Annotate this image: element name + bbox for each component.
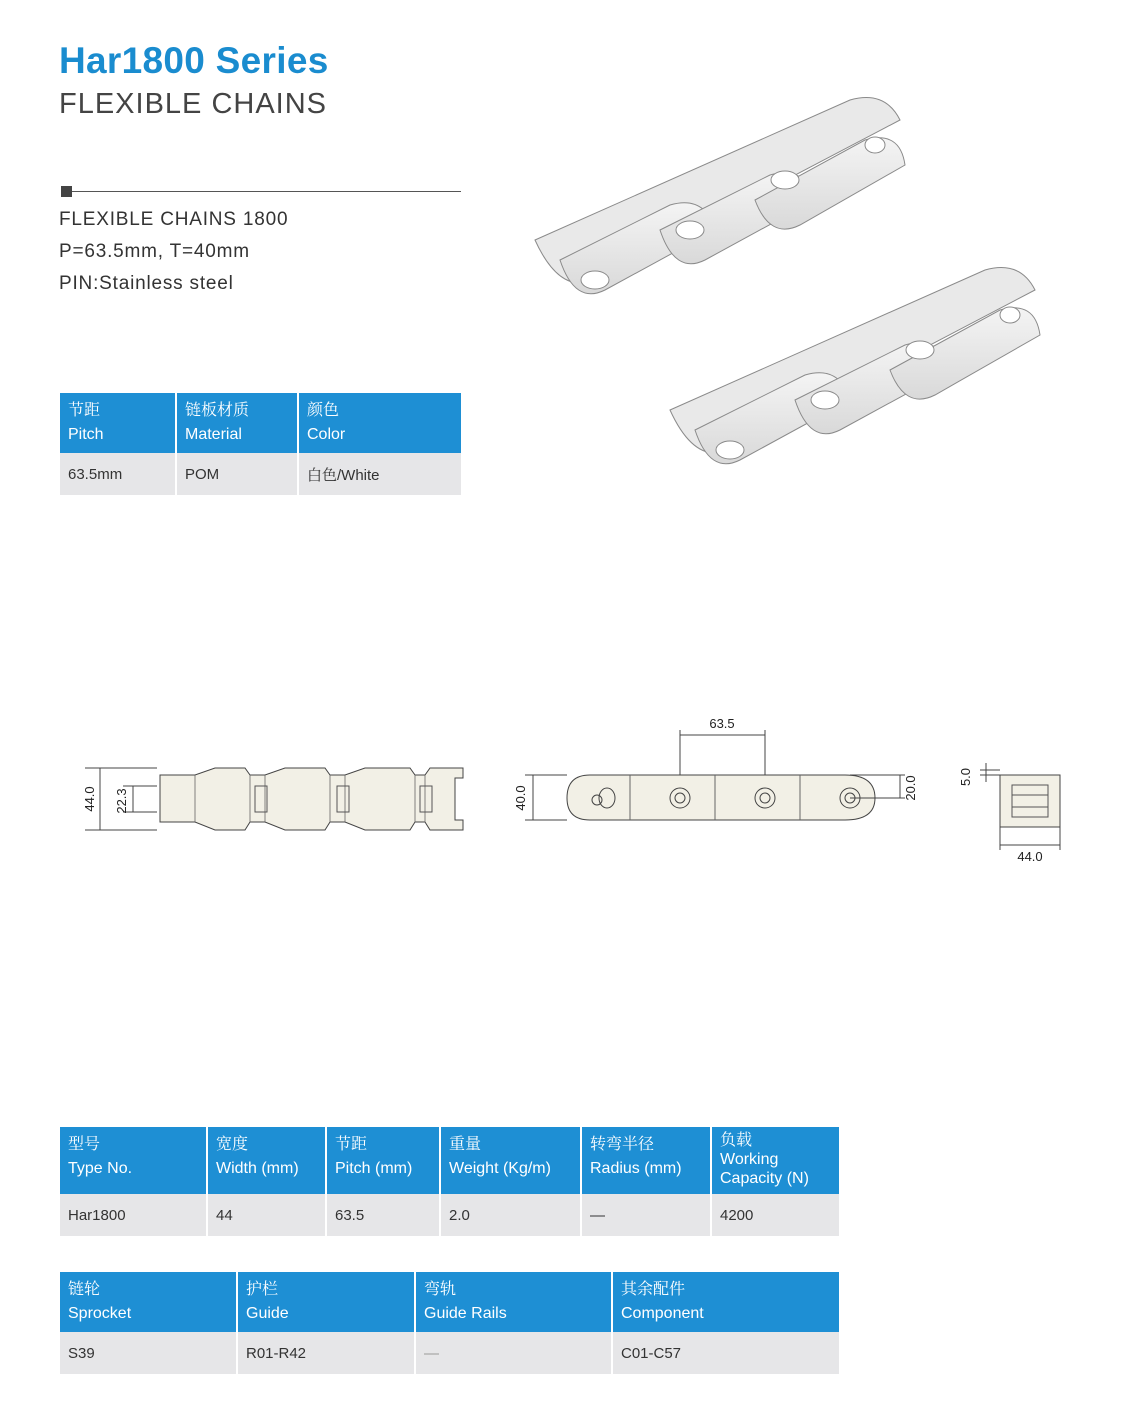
accessory-cell-component: C01-C57 <box>612 1332 839 1374</box>
type-header-pitch: 节距 Pitch (mm) <box>326 1127 440 1194</box>
section-divider <box>61 186 461 198</box>
type-cell-type: Har1800 <box>60 1194 207 1236</box>
drawing-side-view <box>505 710 935 840</box>
accessory-cell-sprocket: S39 <box>60 1332 237 1374</box>
spec-line-model: FLEXIBLE CHAINS 1800 <box>59 209 289 230</box>
drawing-end-view <box>950 755 1070 870</box>
type-header-weight: 重量 Weight (Kg/m) <box>440 1127 581 1194</box>
type-cell-weight: 2.0 <box>440 1194 581 1236</box>
material-header-color: 颜色 Color <box>298 393 461 453</box>
type-cell-radius: — <box>581 1194 711 1236</box>
material-cell-pitch: 63.5mm <box>60 453 176 495</box>
material-header-material: 链板材质 Material <box>176 393 298 453</box>
accessory-header-guide: 护栏 Guide <box>237 1272 415 1332</box>
accessory-cell-guide: R01-R42 <box>237 1332 415 1374</box>
material-table <box>60 393 461 495</box>
page-subtitle: FLEXIBLE CHAINS <box>59 88 328 120</box>
dim-pitch: 63.5 <box>709 716 735 731</box>
type-cell-pitch: 63.5 <box>326 1194 440 1236</box>
page-title: Har1800 Series <box>59 40 329 81</box>
drawing-top-view <box>75 760 475 840</box>
material-header-pitch: 节距 Pitch <box>60 393 176 453</box>
accessory-header-guide-rails: 弯轨 Guide Rails <box>415 1272 612 1332</box>
spec-line-dimensions: P=63.5mm, T=40mm <box>59 241 250 262</box>
type-header-radius: 转弯半径 Radius (mm) <box>581 1127 711 1194</box>
dim-overall-width: 44.0 <box>82 786 97 812</box>
accessory-header-sprocket: 链轮 Sprocket <box>60 1272 237 1332</box>
material-cell-color: 白色/White <box>298 453 461 495</box>
spec-line-pin: PIN:Stainless steel <box>59 273 234 294</box>
dim-inner-width: 22.3 <box>114 788 129 814</box>
dim-end-width: 44.0 <box>1017 849 1043 864</box>
material-cell-material: POM <box>176 453 298 495</box>
dim-half-height: 20.0 <box>903 775 918 801</box>
accessory-table <box>60 1272 839 1374</box>
chain-3d-illustration <box>520 80 1060 480</box>
dim-top-offset: 5.0 <box>958 767 973 787</box>
accessory-header-component: 其余配件 Component <box>612 1272 839 1332</box>
accessory-cell-guide-rails: — <box>415 1332 612 1374</box>
type-header-width: 宽度 Width (mm) <box>207 1127 326 1194</box>
type-cell-capacity: 4200 <box>711 1194 839 1236</box>
type-header-capacity: 负载 Working Capacity (N) <box>711 1127 839 1194</box>
type-header-type: 型号 Type No. <box>60 1127 207 1194</box>
type-cell-width: 44 <box>207 1194 326 1236</box>
dim-height: 40.0 <box>513 785 528 811</box>
type-table <box>60 1127 839 1236</box>
